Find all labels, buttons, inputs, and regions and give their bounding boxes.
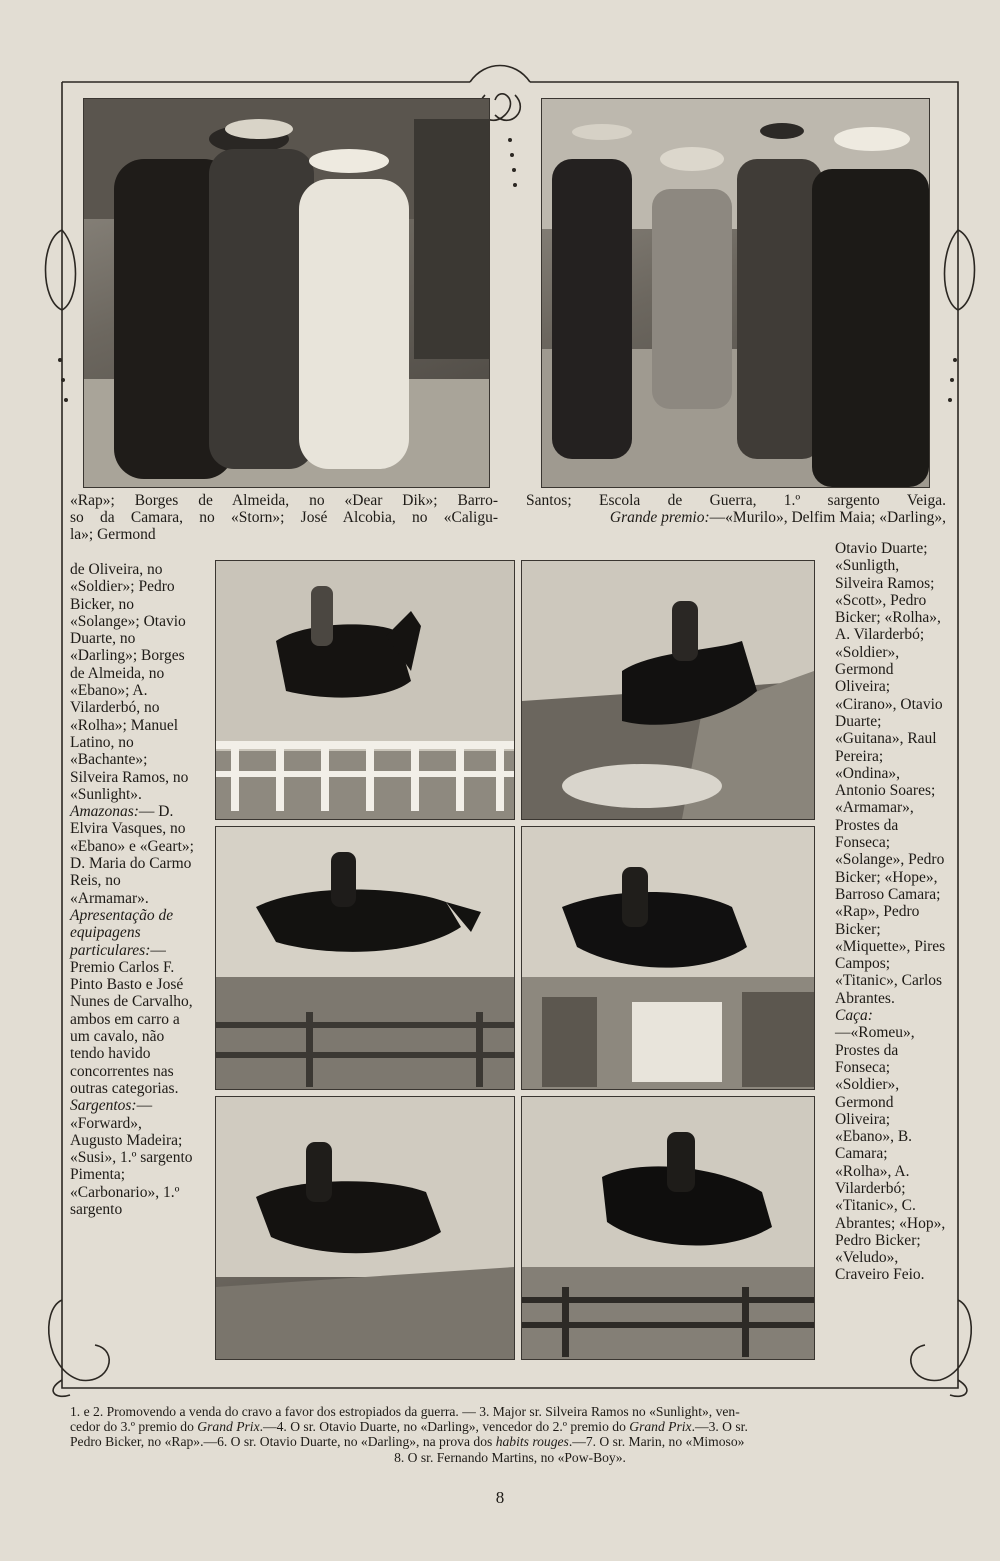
photo-horse-8 xyxy=(521,1096,815,1360)
left-col-results: de Oliveira, no «Soldier»; Pedro Bicker, no «Solange»; Otavio Duarte, no «Darling»; Borges de Almeida, no «Ebano»; A. Vilarderbó, no «Rolha»; Manuel Latino, no «Bachante»; Silveira Ramos, no «Sunlight». xyxy=(70,561,189,803)
caption-line-3c: .—7. O sr. Marin, no «Mimoso» xyxy=(568,1434,745,1450)
caca-label: Caça: xyxy=(835,1007,873,1025)
left-column xyxy=(70,561,196,1218)
caption-line-3b: habits rouges xyxy=(495,1434,569,1450)
apresentacao-text: —Premio Carlos F. Pinto Basto e José Nunes de Carvalho, ambos em carro a um cavalo, não tendo havido concorrentes nas outras categorias. xyxy=(70,941,193,1097)
caption-line-3a: Pedro Bicker, no «Rap».—6. O sr. Otavio Duarte, no «Darling», na prova dos xyxy=(70,1434,496,1450)
caption-line-2b: Grand Prix xyxy=(197,1419,260,1435)
caption-line-2e: .—3. O sr. xyxy=(691,1419,748,1435)
text-top-left-line-2: so da Camara, no «Storn»; José Alcobia, no «Caligu- xyxy=(70,509,498,526)
text-top-right-line-2 xyxy=(544,509,946,526)
grande-premio-text: —«Murilo», Delfim Maia; «Darling», xyxy=(709,509,946,526)
caption-line-2 xyxy=(70,1419,950,1434)
caca-text: —«Romeu», Prostes da Fonseca; «Soldier», Germond Oliveira; «Ebano», B. Camara; «Rolha», A. Vilarderbó; «Titanic», C. Abrantes; «Hop», Pedro Bicker; «Veludo», Craveiro Feio. xyxy=(835,1024,946,1284)
photo-horse-4 xyxy=(521,560,815,820)
caption-line-2d: Grand Prix xyxy=(629,1419,692,1435)
photo-horse-6 xyxy=(521,826,815,1090)
amazonas-text: — D. Elvira Vasques, no «Ebano» e «Geart»; D. Maria do Carmo Reis, no «Armamar». xyxy=(70,803,194,907)
photo-horse-7 xyxy=(215,1096,515,1360)
photo-horse-3 xyxy=(215,560,515,820)
right-column xyxy=(835,540,947,1284)
photo-people-1 xyxy=(83,98,490,488)
text-top-left-line-3: la»; Germond xyxy=(70,526,156,543)
text-top-right-line-1: Santos; Escola de Guerra, 1.º sargento Veiga. xyxy=(526,492,946,509)
caption-line-2c: .—4. O sr. Otavio Duarte, no «Darling», vencedor do 2.º premio do xyxy=(259,1419,630,1435)
page-number: 8 xyxy=(495,1488,505,1507)
right-col-results: Otavio Duarte; «Sunligth, Silveira Ramos; «Scott», Pedro Bicker; «Rolha», A. Vilarderbó; «Soldier», Germond Oliveira; «Cirano», Otavio Duarte; «Guitana», Raul Pereira; «Ondina», Antonio Soares; «Armamar», Prostes da Fonseca; «Solange», Pedro Bicker; «Hope», Barroso Camara; «Rap», Pedro Bicker; «Miquette», Pires Campos; «Titanic», Carlos Abrantes. xyxy=(835,540,946,1007)
grande-premio-label: Grande premio: xyxy=(609,509,710,526)
caption-line-2a: cedor do 3.º premio do xyxy=(70,1419,198,1435)
caption-line-1: 1. e 2. Promovendo a venda do cravo a favor dos estropiados da guerra. — 3. Major sr. Silveira Ramos no «Sunlight», ven- xyxy=(70,1404,740,1419)
caption-line-4: 8. O sr. Fernando Martins, no «Pow-Boy». xyxy=(394,1449,626,1465)
photo-caption xyxy=(70,1404,950,1465)
photo-people-2 xyxy=(541,98,930,488)
text-top-left-line-1: «Rap»; Borges de Almeida, no «Dear Dik»; Barro- xyxy=(70,492,498,509)
amazonas-label: Amazonas: xyxy=(70,803,139,821)
sargentos-text: — «Forward», Augusto Madeira; «Susi», 1.º sargento Pimenta; «Carbonario», 1.º sargento xyxy=(70,1097,193,1218)
sargentos-label: Sargentos: xyxy=(70,1097,137,1115)
caption-line-3 xyxy=(70,1434,950,1449)
photo-horse-5 xyxy=(215,826,515,1090)
apresentacao-label: Apresentação de equipagens particulares: xyxy=(70,906,174,959)
